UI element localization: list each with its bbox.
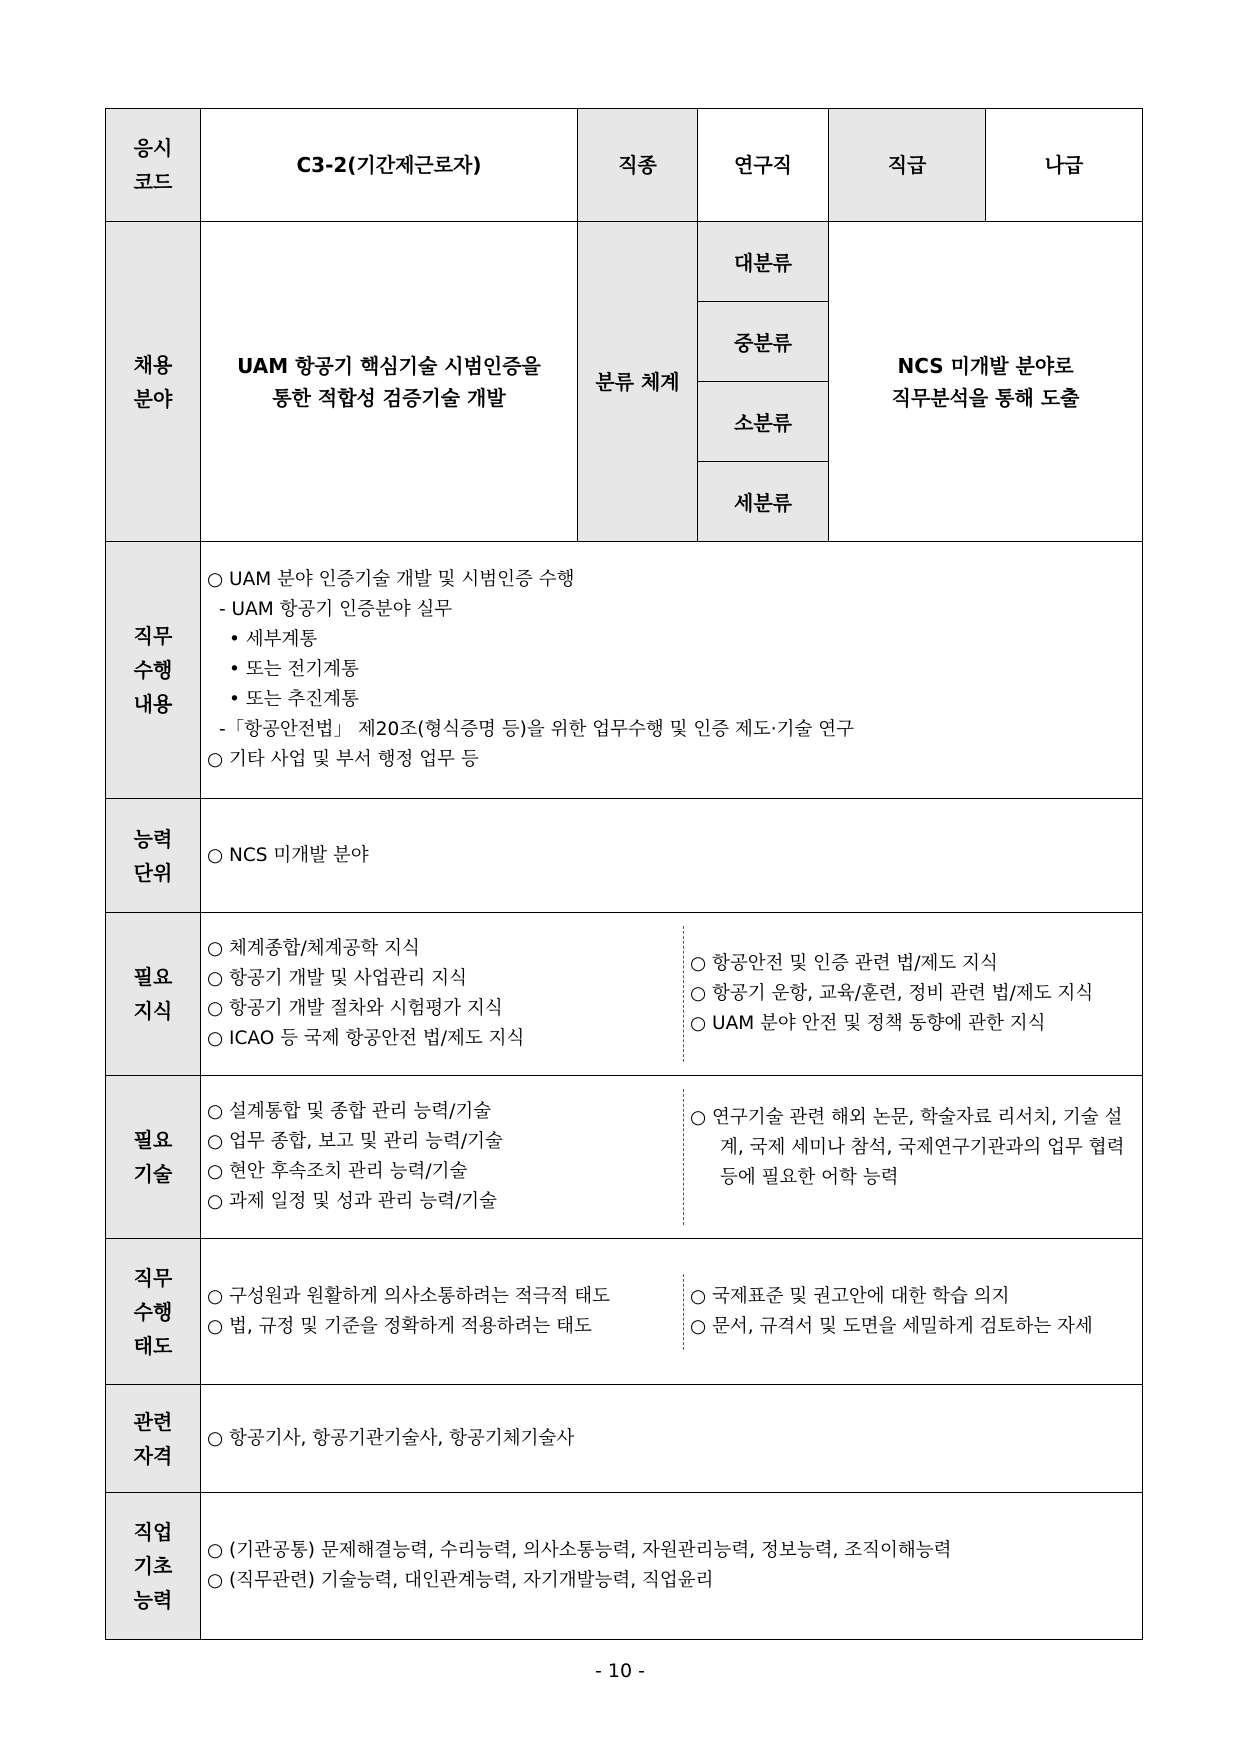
attitude-item: ○ 국제표준 및 권고안에 대한 학습 의지 (690, 1285, 1010, 1307)
knowledge-item: ○ 항공안전 및 인증 관련 법/제도 지식 (690, 953, 998, 974)
classification-categories (698, 222, 829, 542)
field-value: UAM 항공기 핵심기술 시범인증을 통한 적합성 검증기술 개발 (201, 222, 578, 542)
duties-content (201, 542, 1143, 799)
category-detail: 세분류 (698, 462, 828, 542)
basic-ability-line: ○ (직무관련) 기술능력, 대인관계능력, 자기개발능력, 직업윤리 (207, 1570, 714, 1591)
grade-label: 직급 (829, 109, 986, 222)
duties-line: ○ UAM 분야 인증기술 개발 및 시범인증 수행 (207, 569, 575, 590)
grade-value: 나급 (986, 109, 1143, 222)
skills-right (684, 1089, 1143, 1225)
code-value: C3-2(기간제근로자) (201, 109, 578, 222)
knowledge-item: ○ ICAO 등 국제 항공안전 법/제도 지식 (207, 1028, 525, 1049)
duties-line: • 또는 추진계통 (229, 689, 359, 710)
code-label: 응시 코드 (106, 109, 201, 222)
duties-line: ○ 기타 사업 및 부서 행정 업무 등 (207, 749, 479, 770)
job-description-table (105, 108, 1143, 1640)
page-number: - 10 - (595, 1660, 645, 1682)
knowledge-item: ○ 항공기 개발 절차와 시험평가 지식 (207, 998, 503, 1019)
knowledge-left (201, 926, 684, 1062)
skills-item: ○ 설계통합 및 종합 관리 능력/기술 (207, 1101, 492, 1122)
knowledge-item: ○ 체계종합/체계공학 지식 (207, 938, 420, 959)
skills-item: ○ 연구기술 관련 해외 논문, 학술자료 리서치, 기술 설계, 국제 세미나 참석, 국제연구기관과의 업무 협력 등에 필요한 어학 능력 (690, 1107, 1125, 1188)
job-type-label: 직종 (578, 109, 698, 222)
duties-line: • 세부계통 (229, 629, 318, 650)
duties-line: • 또는 전기계통 (229, 659, 359, 680)
attitude-item: ○ 구성원과 원활하게 의사소통하려는 적극적 태도 (207, 1285, 610, 1307)
attitude-label: 직무 수행 태도 (106, 1239, 201, 1385)
knowledge-right (684, 926, 1143, 1062)
category-minor: 소분류 (698, 382, 828, 462)
duties-label: 직무 수행 내용 (106, 542, 201, 799)
category-major: 대분류 (698, 222, 828, 302)
skills-item: ○ 과제 일정 및 성과 관리 능력/기술 (207, 1191, 497, 1212)
skills-item: ○ 업무 종합, 보고 및 관리 능력/기술 (207, 1131, 503, 1152)
ability-unit-label: 능력 단위 (106, 799, 201, 913)
ncs-value: NCS 미개발 분야로 직무분석을 통해 도출 (829, 222, 1143, 542)
job-description-document (105, 108, 1142, 1640)
skills-label: 필요 기술 (106, 1076, 201, 1239)
skills-left (201, 1089, 684, 1225)
basic-ability-content (201, 1493, 1143, 1640)
basic-ability-line: ○ (기관공통) 문제해결능력, 수리능력, 의사소통능력, 자원관리능력, 정보능력, 조직이해능력 (207, 1540, 952, 1561)
duties-line: - UAM 항공기 인증분야 실무 (219, 599, 453, 620)
certs-value: ○ 항공기사, 항공기관기술사, 항공기체기술사 (201, 1385, 1143, 1493)
category-middle: 중분류 (698, 302, 828, 382)
job-type-value: 연구직 (698, 109, 829, 222)
classification-label: 분류 체계 (578, 222, 698, 542)
ability-unit-value: ○ NCS 미개발 분야 (201, 799, 1143, 913)
basic-ability-label: 직업 기초 능력 (106, 1493, 201, 1640)
field-label: 채용 분야 (106, 222, 201, 542)
knowledge-item: ○ UAM 분야 안전 및 정책 동향에 관한 지식 (690, 1013, 1046, 1034)
knowledge-item: ○ 항공기 개발 및 사업관리 지식 (207, 968, 467, 989)
attitude-right (684, 1274, 1143, 1350)
attitude-left (201, 1274, 684, 1350)
certs-label: 관련 자격 (106, 1385, 201, 1493)
knowledge-label: 필요 지식 (106, 913, 201, 1076)
skills-item: ○ 현안 후속조치 관리 능력/기술 (207, 1161, 468, 1182)
attitude-item: ○ 법, 규정 및 기준을 정확하게 적용하려는 태도 (207, 1315, 592, 1337)
duties-line: -「항공안전법」 제20조(형식증명 등)을 위한 업무수행 및 인증 제도·기술 연구 (219, 719, 854, 740)
knowledge-item: ○ 항공기 운항, 교육/훈련, 정비 관련 법/제도 지식 (690, 983, 1094, 1004)
attitude-item: ○ 문서, 규격서 및 도면을 세밀하게 검토하는 자세 (690, 1315, 1093, 1337)
